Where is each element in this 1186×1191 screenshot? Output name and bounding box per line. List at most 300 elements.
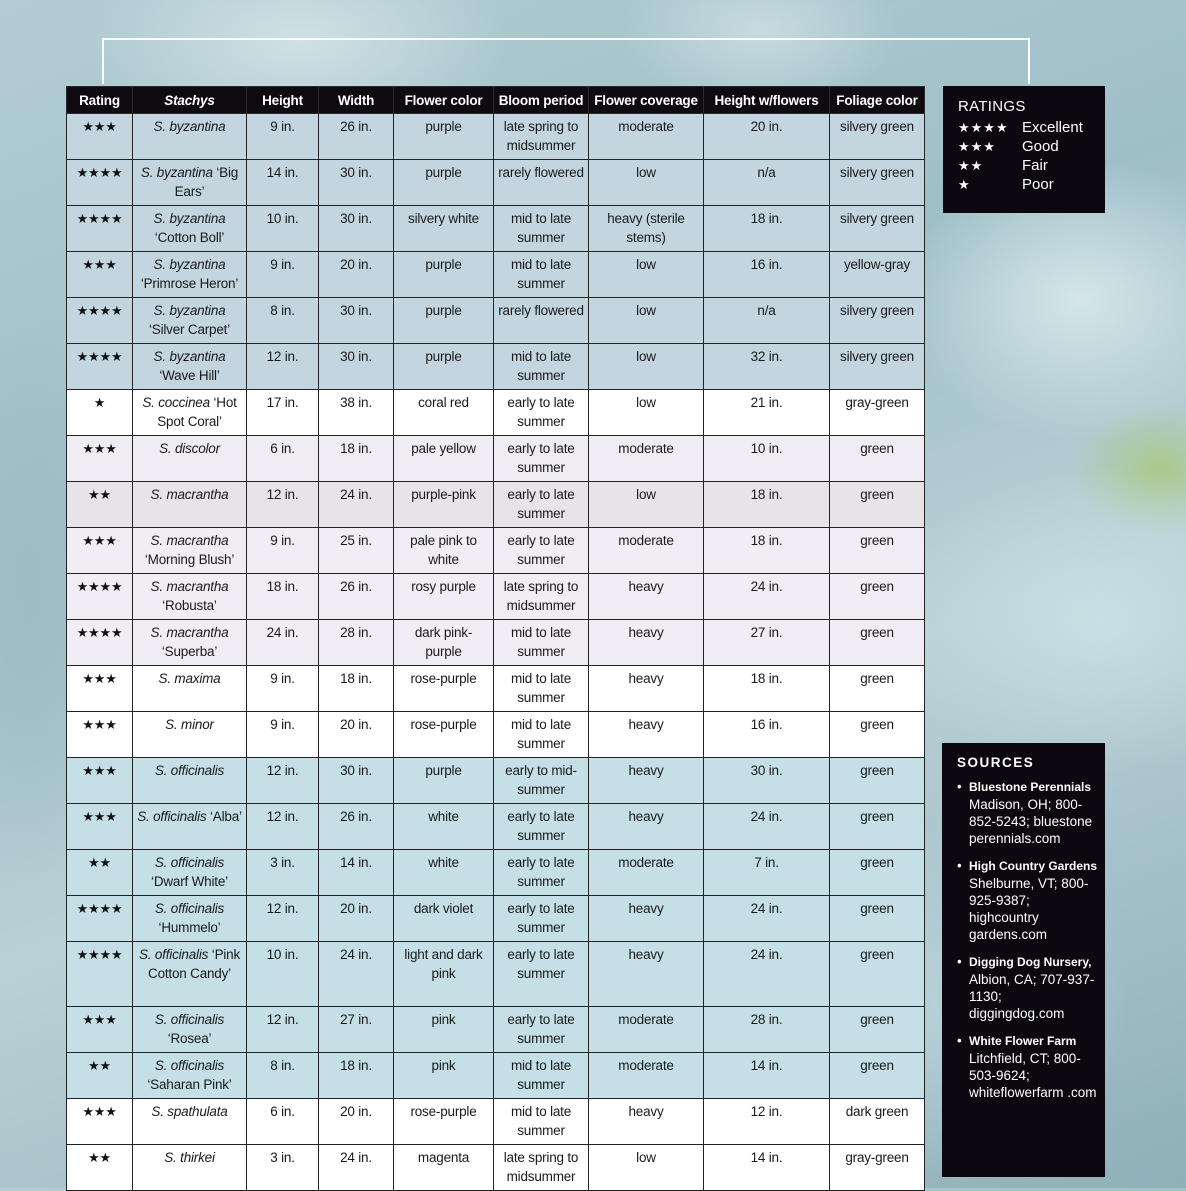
cultivar-name: ‘Hot Spot Coral’ — [157, 395, 237, 429]
source-detail: Shelburne, VT; 800-925-9387; highcountry gardens.com — [969, 876, 1089, 942]
cell-rating: ★★★ — [67, 804, 133, 850]
cell-plant-name — [133, 1099, 247, 1145]
cell-flower-color: purple — [394, 344, 494, 390]
rating-legend-label: Poor — [1022, 176, 1054, 193]
cell-height: 18 in. — [247, 574, 319, 620]
cell-bloom-period: mid to late summer — [494, 1053, 589, 1099]
cell-width: 18 in. — [319, 1053, 394, 1099]
cell-flower-coverage: heavy — [589, 896, 704, 942]
source-detail: Madison, OH; 800-852-5243; bluestone perennials.com — [969, 797, 1093, 846]
source-name: White Flower Farm — [969, 1034, 1077, 1048]
cell-height-with-flowers: 18 in. — [704, 666, 830, 712]
cell-flower-coverage: heavy — [589, 666, 704, 712]
bullet-icon: • — [957, 1033, 962, 1048]
cell-height: 17 in. — [247, 390, 319, 436]
species-name: S. discolor — [159, 441, 220, 456]
cell-flower-color: purple — [394, 758, 494, 804]
source-name: High Country Gardens — [969, 859, 1098, 873]
cell-height: 6 in. — [247, 436, 319, 482]
cell-flower-coverage: heavy — [589, 620, 704, 666]
cell-plant-name — [133, 206, 247, 252]
cell-plant-name — [133, 1145, 247, 1191]
cell-plant-name — [133, 436, 247, 482]
source-detail: Albion, CA; 707-937-1130; diggingdog.com — [969, 972, 1095, 1021]
species-name: S. byzantina — [140, 165, 213, 180]
bullet-icon: • — [957, 954, 962, 969]
cell-foliage-color: silvery green — [830, 206, 925, 252]
cell-foliage-color: silvery green — [830, 160, 925, 206]
cell-height: 14 in. — [247, 160, 319, 206]
cell-bloom-period: early to late summer — [494, 482, 589, 528]
rating-legend-label: Fair — [1022, 157, 1048, 174]
cell-height-with-flowers: 24 in. — [704, 804, 830, 850]
cell-foliage-color: green — [830, 850, 925, 896]
header-flower-coverage: Flower coverage — [589, 87, 704, 114]
cell-plant-name — [133, 528, 247, 574]
cell-height: 10 in. — [247, 942, 319, 1007]
table-row — [67, 390, 925, 436]
cell-bloom-period: late spring to midsummer — [494, 574, 589, 620]
species-name: S. officinalis — [137, 809, 207, 824]
cell-plant-name — [133, 942, 247, 1007]
table-row — [67, 528, 925, 574]
cell-height: 8 in. — [247, 1053, 319, 1099]
cell-height-with-flowers: 24 in. — [704, 942, 830, 1007]
cell-foliage-color: green — [830, 1007, 925, 1053]
table-row — [67, 1053, 925, 1099]
cell-foliage-color: green — [830, 1053, 925, 1099]
cell-width: 18 in. — [319, 436, 394, 482]
cell-height: 12 in. — [247, 896, 319, 942]
cell-plant-name — [133, 758, 247, 804]
header-stachys: Stachys — [133, 87, 247, 114]
cell-height: 12 in. — [247, 1007, 319, 1053]
cell-height-with-flowers: 10 in. — [704, 436, 830, 482]
cultivar-name: ‘Pink Cotton Candy’ — [148, 947, 241, 981]
cell-height-with-flowers: 21 in. — [704, 390, 830, 436]
cell-bloom-period: early to mid-summer — [494, 758, 589, 804]
cell-rating: ★★★ — [67, 528, 133, 574]
cell-foliage-color: green — [830, 482, 925, 528]
cell-flower-coverage: low — [589, 344, 704, 390]
table-row — [67, 1007, 925, 1053]
table-row — [67, 620, 925, 666]
cultivar-name: ‘Saharan Pink’ — [147, 1077, 232, 1092]
cell-foliage-color: yellow-gray — [830, 252, 925, 298]
cell-rating: ★★★★ — [67, 298, 133, 344]
cell-height-with-flowers: 7 in. — [704, 850, 830, 896]
cultivar-name: ‘Primrose Heron’ — [140, 276, 239, 291]
cell-width: 26 in. — [319, 114, 394, 160]
cell-flower-coverage: moderate — [589, 436, 704, 482]
cell-bloom-period: early to late summer — [494, 528, 589, 574]
cell-bloom-period: mid to late summer — [494, 252, 589, 298]
cultivar-name: ‘Wave Hill’ — [159, 368, 220, 383]
cell-height: 9 in. — [247, 528, 319, 574]
cell-width: 28 in. — [319, 620, 394, 666]
cell-flower-color: rosy purple — [394, 574, 494, 620]
species-name: S. byzantina — [153, 349, 226, 364]
species-name: S. coccinea — [142, 395, 210, 410]
species-name: S. thirkei — [164, 1150, 215, 1165]
star-icon: ★★ — [958, 157, 984, 173]
cell-height: 9 in. — [247, 114, 319, 160]
rating-legend-label: Excellent — [1022, 119, 1083, 136]
cell-width: 20 in. — [319, 252, 394, 298]
cell-height: 12 in. — [247, 482, 319, 528]
cell-width: 24 in. — [319, 482, 394, 528]
cell-flower-coverage: heavy — [589, 758, 704, 804]
table-row — [67, 160, 925, 206]
cell-width: 30 in. — [319, 160, 394, 206]
cell-rating: ★★★ — [67, 666, 133, 712]
decorative-frame-line — [102, 38, 1030, 84]
cell-flower-color: magenta — [394, 1145, 494, 1191]
cell-flower-color: rose-purple — [394, 666, 494, 712]
cell-height-with-flowers: 16 in. — [704, 252, 830, 298]
cell-height-with-flowers: 14 in. — [704, 1145, 830, 1191]
cell-rating: ★★★ — [67, 252, 133, 298]
species-name: S. officinalis — [154, 1058, 225, 1073]
source-item — [957, 1032, 1097, 1101]
species-name: S. byzantina — [153, 119, 226, 134]
cell-height-with-flowers: n/a — [704, 298, 830, 344]
cell-flower-coverage: moderate — [589, 850, 704, 896]
species-name: S. macrantha — [150, 487, 229, 502]
cell-height-with-flowers: 20 in. — [704, 114, 830, 160]
header-rating: Rating — [67, 87, 133, 114]
cell-height: 6 in. — [247, 1099, 319, 1145]
cell-plant-name — [133, 712, 247, 758]
cell-rating: ★★★ — [67, 712, 133, 758]
cell-foliage-color: green — [830, 942, 925, 1007]
rating-legend-row — [958, 156, 1105, 175]
cell-flower-color: pink — [394, 1053, 494, 1099]
cell-foliage-color: gray-green — [830, 390, 925, 436]
cell-height: 12 in. — [247, 758, 319, 804]
cell-foliage-color: green — [830, 896, 925, 942]
cell-height: 3 in. — [247, 850, 319, 896]
cell-rating: ★★★ — [67, 1099, 133, 1145]
cell-width: 38 in. — [319, 390, 394, 436]
cell-foliage-color: gray-green — [830, 1145, 925, 1191]
cell-rating: ★★ — [67, 1053, 133, 1099]
cell-flower-color: pink — [394, 1007, 494, 1053]
cell-width: 30 in. — [319, 344, 394, 390]
cell-height: 12 in. — [247, 344, 319, 390]
cell-rating: ★★★ — [67, 436, 133, 482]
header-bloom-period: Bloom period — [494, 87, 589, 114]
cell-rating: ★★ — [67, 850, 133, 896]
cell-width: 20 in. — [319, 896, 394, 942]
cell-plant-name — [133, 1053, 247, 1099]
cell-plant-name — [133, 160, 247, 206]
cell-flower-coverage: moderate — [589, 1007, 704, 1053]
species-name: S. officinalis — [154, 855, 225, 870]
species-name: S. macrantha — [150, 579, 229, 594]
cell-bloom-period: early to late summer — [494, 942, 589, 1007]
cell-plant-name — [133, 804, 247, 850]
cell-flower-coverage: low — [589, 482, 704, 528]
cell-foliage-color: green — [830, 804, 925, 850]
table-row — [67, 482, 925, 528]
table-row — [67, 804, 925, 850]
table-row — [67, 114, 925, 160]
cell-flower-coverage: heavy — [589, 574, 704, 620]
cell-flower-coverage: heavy (sterile stems) — [589, 206, 704, 252]
star-icon: ★★★★ — [958, 119, 1009, 135]
cell-foliage-color: green — [830, 620, 925, 666]
cell-height-with-flowers: 28 in. — [704, 1007, 830, 1053]
cell-flower-color: dark pink-purple — [394, 620, 494, 666]
cell-height-with-flowers: n/a — [704, 160, 830, 206]
cultivar-name: ‘Dwarf White’ — [151, 874, 228, 889]
cell-height-with-flowers: 16 in. — [704, 712, 830, 758]
cell-bloom-period: early to late summer — [494, 804, 589, 850]
cell-plant-name — [133, 574, 247, 620]
cell-flower-coverage: heavy — [589, 942, 704, 1007]
cell-foliage-color: green — [830, 712, 925, 758]
cell-flower-color: purple — [394, 298, 494, 344]
table-row — [67, 712, 925, 758]
species-name: S. spathulata — [151, 1104, 228, 1119]
stachys-comparison-table — [66, 86, 925, 1191]
cell-flower-coverage: low — [589, 252, 704, 298]
cell-flower-coverage: moderate — [589, 114, 704, 160]
rating-legend-row — [958, 175, 1105, 194]
table-row — [67, 252, 925, 298]
table-row — [67, 344, 925, 390]
cell-height: 10 in. — [247, 206, 319, 252]
cell-bloom-period: early to late summer — [494, 1007, 589, 1053]
star-icon: ★★★ — [958, 138, 996, 154]
cell-width: 30 in. — [319, 206, 394, 252]
cell-flower-coverage: heavy — [589, 712, 704, 758]
cell-height-with-flowers: 27 in. — [704, 620, 830, 666]
cell-bloom-period: mid to late summer — [494, 1099, 589, 1145]
table-row — [67, 942, 925, 1007]
cell-height: 9 in. — [247, 712, 319, 758]
cell-rating: ★★★★ — [67, 344, 133, 390]
cultivar-name: ‘Cotton Boll’ — [154, 230, 225, 245]
cell-bloom-period: mid to late summer — [494, 666, 589, 712]
cell-flower-color: purple — [394, 160, 494, 206]
cell-bloom-period: mid to late summer — [494, 712, 589, 758]
cell-height-with-flowers: 24 in. — [704, 574, 830, 620]
table-row — [67, 298, 925, 344]
cell-flower-color: purple-pink — [394, 482, 494, 528]
cell-height: 9 in. — [247, 666, 319, 712]
cell-rating: ★ — [67, 390, 133, 436]
header-height: Height — [247, 87, 319, 114]
species-name: S. byzantina — [153, 211, 226, 226]
cell-flower-color: white — [394, 850, 494, 896]
bullet-icon: • — [957, 779, 962, 794]
cell-height: 3 in. — [247, 1145, 319, 1191]
source-item — [957, 778, 1097, 847]
cultivar-name: ‘Superba’ — [161, 644, 218, 659]
cell-plant-name — [133, 1007, 247, 1053]
cultivar-name: ‘Rosea’ — [167, 1031, 212, 1046]
ratings-title: RATINGS — [958, 98, 1026, 115]
species-name: S. officinalis — [154, 901, 225, 916]
cell-plant-name — [133, 896, 247, 942]
cell-rating: ★★★★ — [67, 942, 133, 1007]
header-height-with-flowers: Height w/flowers — [704, 87, 830, 114]
rating-legend-row — [958, 118, 1105, 137]
cell-width: 24 in. — [319, 942, 394, 1007]
cultivar-name: ‘Robusta’ — [162, 598, 217, 613]
cell-bloom-period: rarely flowered — [494, 298, 589, 344]
cell-rating: ★★ — [67, 1145, 133, 1191]
cell-flower-color: purple — [394, 114, 494, 160]
table-row — [67, 574, 925, 620]
cultivar-name: ‘Big Ears’ — [174, 165, 239, 199]
cultivar-name: ‘Alba’ — [209, 809, 242, 824]
table-row — [67, 896, 925, 942]
table-body — [67, 114, 925, 1191]
cell-bloom-period: early to late summer — [494, 436, 589, 482]
cell-foliage-color: silvery green — [830, 298, 925, 344]
cell-rating: ★★ — [67, 482, 133, 528]
species-name: S. byzantina — [153, 257, 226, 272]
cell-height: 8 in. — [247, 298, 319, 344]
cell-height-with-flowers: 14 in. — [704, 1053, 830, 1099]
cell-foliage-color: silvery green — [830, 344, 925, 390]
cell-plant-name — [133, 114, 247, 160]
cell-height: 9 in. — [247, 252, 319, 298]
cell-height-with-flowers: 32 in. — [704, 344, 830, 390]
cell-rating: ★★★★ — [67, 574, 133, 620]
header-width: Width — [319, 87, 394, 114]
cell-width: 30 in. — [319, 298, 394, 344]
species-name: S. byzantina — [153, 303, 226, 318]
cultivar-name: ‘Hummelo’ — [158, 920, 221, 935]
cell-rating: ★★★ — [67, 758, 133, 804]
source-item — [957, 953, 1097, 1022]
source-detail: Litchfield, CT; 800-503-9624; whiteflowerfarm .com — [969, 1051, 1097, 1100]
source-name: Bluestone Perennials — [969, 780, 1092, 794]
cell-foliage-color: green — [830, 758, 925, 804]
cell-plant-name — [133, 390, 247, 436]
cell-flower-color: light and dark pink — [394, 942, 494, 1007]
header-flower-color: Flower color — [394, 87, 494, 114]
cell-rating: ★★★★ — [67, 160, 133, 206]
cell-height-with-flowers: 18 in. — [704, 206, 830, 252]
cell-flower-coverage: low — [589, 160, 704, 206]
cell-width: 26 in. — [319, 804, 394, 850]
cell-foliage-color: silvery green — [830, 114, 925, 160]
bullet-icon: • — [957, 858, 962, 873]
cell-width: 14 in. — [319, 850, 394, 896]
species-name: S. macrantha — [150, 625, 229, 640]
cell-rating: ★★★★ — [67, 206, 133, 252]
cell-flower-coverage: low — [589, 298, 704, 344]
rating-legend-label: Good — [1022, 138, 1059, 155]
cell-flower-color: silvery white — [394, 206, 494, 252]
cell-width: 20 in. — [319, 1099, 394, 1145]
cell-height: 12 in. — [247, 804, 319, 850]
cell-flower-color: rose-purple — [394, 1099, 494, 1145]
cell-bloom-period: rarely flowered — [494, 160, 589, 206]
cell-rating: ★★★ — [67, 1007, 133, 1053]
cell-bloom-period: late spring to midsummer — [494, 114, 589, 160]
cell-plant-name — [133, 620, 247, 666]
cell-bloom-period: early to late summer — [494, 850, 589, 896]
cell-width: 30 in. — [319, 758, 394, 804]
cell-rating: ★★★ — [67, 114, 133, 160]
species-name: S. maxima — [158, 671, 221, 686]
cell-foliage-color: green — [830, 528, 925, 574]
cell-height: 24 in. — [247, 620, 319, 666]
cell-foliage-color: green — [830, 574, 925, 620]
cell-flower-color: purple — [394, 252, 494, 298]
cultivar-name: ‘Silver Carpet’ — [148, 322, 231, 337]
sources-title: SOURCES — [957, 755, 1035, 770]
cell-height-with-flowers: 12 in. — [704, 1099, 830, 1145]
table-row — [67, 206, 925, 252]
table-row — [67, 758, 925, 804]
cell-foliage-color: green — [830, 666, 925, 712]
cell-width: 27 in. — [319, 1007, 394, 1053]
species-name: S. minor — [165, 717, 214, 732]
cell-plant-name — [133, 666, 247, 712]
cell-width: 25 in. — [319, 528, 394, 574]
header-foliage-color: Foliage color — [830, 87, 925, 114]
cell-bloom-period: mid to late summer — [494, 620, 589, 666]
cell-flower-coverage: moderate — [589, 528, 704, 574]
cell-bloom-period: early to late summer — [494, 896, 589, 942]
cell-flower-coverage: low — [589, 1145, 704, 1191]
species-name: S. officinalis — [154, 763, 225, 778]
cell-height-with-flowers: 18 in. — [704, 482, 830, 528]
cell-height-with-flowers: 18 in. — [704, 528, 830, 574]
cell-foliage-color: green — [830, 436, 925, 482]
cell-width: 18 in. — [319, 666, 394, 712]
source-name: Digging Dog Nursery, — [969, 955, 1092, 969]
cell-flower-coverage: heavy — [589, 1099, 704, 1145]
cultivar-name: ‘Morning Blush’ — [144, 552, 235, 567]
cell-bloom-period: early to late summer — [494, 390, 589, 436]
cell-plant-name — [133, 252, 247, 298]
cell-width: 26 in. — [319, 574, 394, 620]
species-name: S. officinalis — [138, 947, 209, 962]
cell-bloom-period: mid to late summer — [494, 344, 589, 390]
cell-foliage-color: dark green — [830, 1099, 925, 1145]
cell-height-with-flowers: 24 in. — [704, 896, 830, 942]
cell-flower-coverage: moderate — [589, 1053, 704, 1099]
table-row — [67, 666, 925, 712]
cell-width: 20 in. — [319, 712, 394, 758]
cell-flower-coverage: low — [589, 390, 704, 436]
table-row — [67, 1145, 925, 1191]
table-row — [67, 1099, 925, 1145]
cell-flower-coverage: heavy — [589, 804, 704, 850]
sources-panel — [942, 743, 1105, 1177]
cell-flower-color: rose-purple — [394, 712, 494, 758]
source-item — [957, 857, 1097, 943]
cell-flower-color: pale pink to white — [394, 528, 494, 574]
cell-bloom-period: late spring to midsummer — [494, 1145, 589, 1191]
cell-plant-name — [133, 850, 247, 896]
table-row — [67, 850, 925, 896]
star-icon: ★ — [958, 176, 971, 192]
cell-flower-color: dark violet — [394, 896, 494, 942]
cell-flower-color: pale yellow — [394, 436, 494, 482]
cell-plant-name — [133, 482, 247, 528]
cell-bloom-period: mid to late summer — [494, 206, 589, 252]
cell-flower-color: white — [394, 804, 494, 850]
